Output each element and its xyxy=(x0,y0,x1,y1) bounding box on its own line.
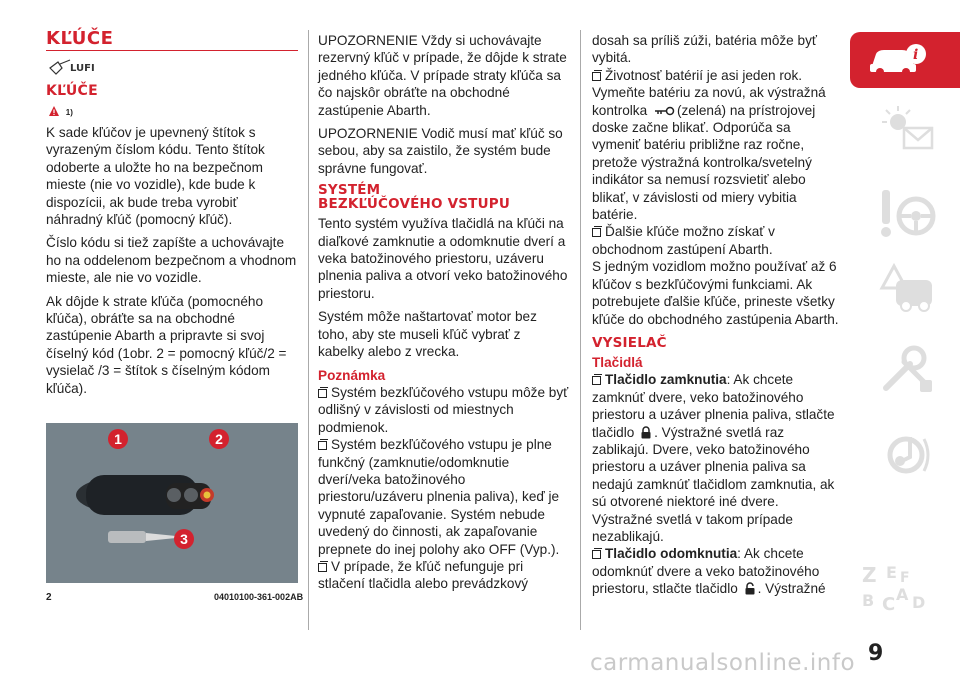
callout-2: 2 xyxy=(209,429,229,449)
chapter-tab-bar xyxy=(850,32,960,615)
column-divider xyxy=(308,30,309,630)
section-heading: VYSIELAČ xyxy=(592,334,667,351)
section-heading xyxy=(318,183,570,211)
list-item xyxy=(592,371,842,545)
bullet-icon xyxy=(592,550,601,559)
key-warning-icon xyxy=(653,104,675,117)
title-rule xyxy=(46,50,298,51)
page-number: 9 xyxy=(868,641,884,666)
svg-text:Z: Z xyxy=(862,563,877,587)
list-item xyxy=(592,223,842,258)
paragraph: dosah sa príliš zúži, batéria môže byť vybitá. xyxy=(592,33,817,66)
lock-button-label: Tlačidlo zamknutia xyxy=(605,372,727,388)
note-text: V prípade, že kľúč nefunguje pri stlačení tlačidla alebo prevádzkový xyxy=(318,558,529,592)
paragraph: Systém môže naštartovať motor bez toho, aby ste museli kľúč vybrať z kabelky alebo z vrecka. xyxy=(318,309,537,360)
bullet-icon xyxy=(592,72,601,81)
svg-text:F: F xyxy=(900,570,910,586)
paragraph: Ak dôjde k strate kľúča (pomocného kľúča), obráťte sa na obchodné zastúpenie Abarth a pripravte si svoj číselný kód (1obr. 2 = pomocný kľúč/2 = vysielač /3 = štítok s číselným kódom kľúča). xyxy=(46,293,287,396)
svg-text:D: D xyxy=(912,593,926,612)
note-item xyxy=(318,384,570,436)
figure-code: 04010100-361-002AB xyxy=(214,592,304,602)
warning-triangle-icon xyxy=(48,104,60,117)
column-3 xyxy=(592,32,842,598)
index-icon[interactable] xyxy=(860,562,940,621)
paragraph: Číslo kódu si tiež zapíšte a uchovávajte ho na oddelenom bezpečnom a vhodnom mieste, ale nie vo vozidle. xyxy=(46,235,297,286)
list-item xyxy=(592,67,842,224)
list-text: : Ak chcete zamknúť dvere, veko batožinového priestoru a uzáver plnenia paliva, stlačte tlačidlo xyxy=(592,372,835,440)
svg-text:A: A xyxy=(896,585,909,604)
paragraph: Tento systém využíva tlačidlá na kľúči na diaľkové zamknutie a odomknutie dverí a veka batožinového priestoru, uzáveru plnenia paliva a otvorí veko batožinového priestoru. xyxy=(318,216,568,301)
unlock-button-label: Tlačidlo odomknutia xyxy=(605,546,738,562)
key-fob-figure xyxy=(46,423,298,583)
note-item xyxy=(318,436,570,558)
list-text: . Výstražné xyxy=(757,581,826,597)
note-item xyxy=(318,558,570,593)
callout-3: 3 xyxy=(174,529,194,549)
section-heading-line-1: SYSTÉM xyxy=(318,182,381,199)
bullet-icon xyxy=(592,376,601,385)
column-2 xyxy=(318,32,570,593)
bullet-icon xyxy=(318,441,327,450)
paragraph: UPOZORNENIE Vždy si uchovávajte rezervný kľúč v prípade, že dôjde k strate jedného kľúča. V prípade straty kľúča sa čo najskôr obráťte na obchodné zastúpenie Abarth. xyxy=(318,33,567,118)
list-text: . Výstražné svetlá raz zablikajú. Dvere, veko batožinového priestoru a uzáver plnenia paliva sa nedajú zamknúť tlačidlom zamknutia, ak sú otvorené niektoré iné dvere. Výstražné svetlá v takom prípade nezablikajú. xyxy=(592,424,835,544)
callout-1: 1 xyxy=(108,429,128,449)
svg-text:LUFI: LUFI xyxy=(70,63,95,74)
list-text: Ďalšie kľúče možno získať v obchodnom zastúpení Abarth. xyxy=(592,224,775,257)
paragraph: K sade kľúčov je upevnený štítok s vyrazeným číslom kódu. Tento štítok odoberte a uložte ho na bezpečnom mieste (nie vo vozidle), kde bude k dispozícii, ak bude treba vyrobiť náhradný kľúč (pomocný kľúč). xyxy=(46,125,265,228)
tab-car-info[interactable] xyxy=(850,32,960,88)
list-text: (zelená) na prístrojovej doske začne blikať. Odporúča sa vymeniť batériu približne raz ročne, pretože výstražná kontrolka/svetelný indikátor sa nemusí rozsvietiť alebo blikať, v závislosti od miery vybitia batérie. xyxy=(592,102,816,223)
svg-text:C: C xyxy=(882,594,896,615)
audio-icon[interactable] xyxy=(880,427,936,488)
list-text: Životnosť batérií je asi jeden rok. Vymeňte batériu za novú, ak výstražná kontrolka xyxy=(592,67,826,118)
bullet-icon xyxy=(318,563,327,572)
warning-lights-icon[interactable] xyxy=(880,104,936,159)
list-item xyxy=(592,545,842,597)
note-text: Systém bezkľúčového vstupu môže byť odlišný v závislosti od miestnych podmienok. xyxy=(318,384,569,435)
tools-icon[interactable] xyxy=(880,344,936,401)
section-heading-line-2: BEZKĽÚČOVÉHO VSTUPU xyxy=(318,196,511,213)
bullet-icon xyxy=(592,228,601,237)
svg-text:i: i xyxy=(913,47,919,63)
abarth-key-icon xyxy=(48,58,95,80)
lock-icon xyxy=(640,426,652,439)
subsection-heading: Tlačidlá xyxy=(592,354,643,370)
bullet-icon xyxy=(318,389,327,398)
column-divider xyxy=(580,30,581,630)
section-subtitle: KĽÚČE xyxy=(46,83,98,99)
svg-text:E: E xyxy=(886,563,897,582)
figure-number: 2 xyxy=(46,592,52,603)
paragraph: S jedným vozidlom možno používať až 6 kľúčov s bezkľúčovými funkciami. Ak potrebujete ďalšie kľúče, prineste všetky kľúče do obchodného zastúpenia Abarth. xyxy=(592,259,839,327)
watermark: carmanualsonline.info xyxy=(590,650,856,676)
triangle-warning-icon[interactable] xyxy=(880,262,936,319)
svg-text:B: B xyxy=(862,591,875,610)
unlock-icon xyxy=(744,582,756,595)
note-ref: 1) xyxy=(65,108,73,117)
paragraph: UPOZORNENIE Vodič musí mať kľúč so sebou, aby sa zaistilo, že systém bude správne fungovať. xyxy=(318,126,563,176)
note-text: Systém bezkľúčového vstupu je plne funkčný (zamknutie/odomknutie dverí/veka batožinového priestoru/uzáveru plnenia paliva), keď je vypnuté zapaľovanie. Systém nebude uvedený do činnosti, ak zapaľovanie prepnete do inej polohy ako OFF (Vyp.). xyxy=(318,437,560,557)
list-text: : Ak chcete odomknúť dvere a veko batožinového priestoru, stlačte tlačidlo xyxy=(592,546,820,597)
key-steering-icon[interactable] xyxy=(880,182,936,245)
note-heading: Poznámka xyxy=(318,367,386,383)
page-title: KĽÚČE xyxy=(46,28,114,49)
